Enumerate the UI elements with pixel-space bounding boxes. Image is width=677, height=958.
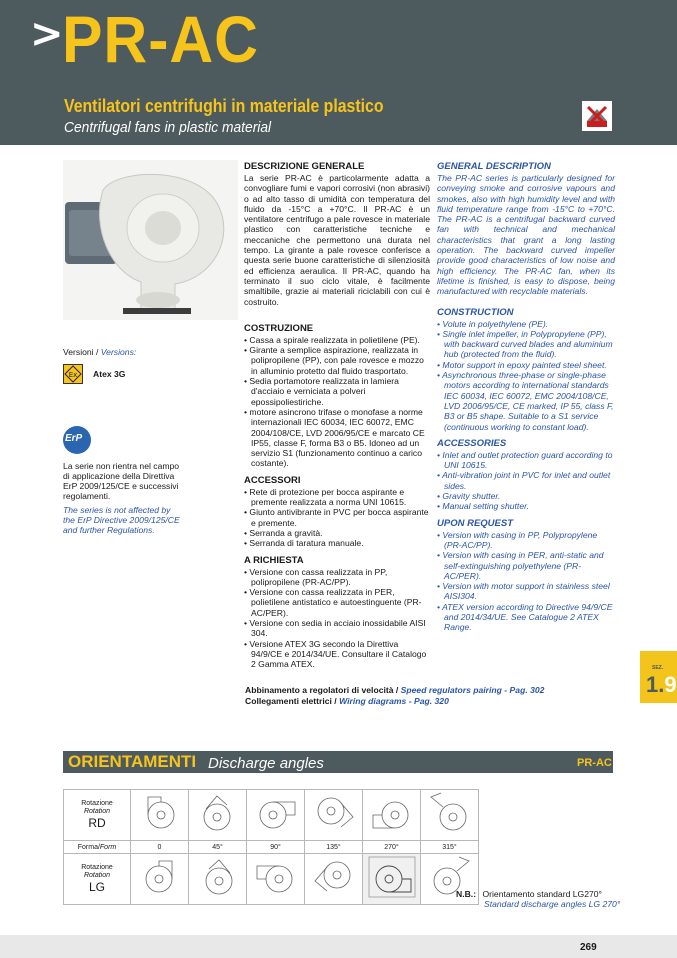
cross-references (245, 685, 544, 707)
form-label: Forma/ (77, 843, 100, 851)
list-item: • Giunto antivibrante in PVC per bocca aspirante e premente. (244, 507, 430, 528)
product-image-fan (63, 160, 238, 320)
atex-badge-icon (63, 364, 83, 384)
orientation-table (63, 789, 479, 905)
english-column (437, 161, 615, 633)
list-item: • Versione ATEX 3G secondo la Direttiva 94/9/CE e 2014/34/UE. Consultare il Catalogo 2 Gamma ATEX. (244, 639, 430, 670)
upon-request-heading-en: UPON REQUEST (437, 517, 514, 529)
list-item: • motore asincrono trifase o monofase a norme internazionali IEC 60034, IEC 60072, EMC 2004/108/CE, LVD 2006/95/CE e marcato CE IP55, classe F, forma B3 o B5. Idoneo ad un servizio S1 (funzionamento continuo a carico costante). (244, 407, 430, 469)
table-row-form (64, 841, 479, 854)
rotation-label-en: Rotation (83, 872, 111, 879)
subtitle-english: Centrifugal fans in plastic material (64, 119, 272, 136)
orientation-diagram-rd-90 (247, 790, 305, 841)
rotation-code-lg: LG (88, 880, 105, 894)
wiring-diagrams-page: - Pag. 320 (406, 696, 449, 706)
corrosion-resistant-logo-icon (582, 101, 612, 131)
table-row-lg (64, 854, 479, 905)
orientation-title-english: Discharge angles (208, 755, 324, 772)
orientation-diagram-rd-0 (131, 790, 189, 841)
versions-label-italian: Versioni / (63, 347, 101, 357)
note-text-italian: Orientamento standard LG270° (482, 889, 602, 899)
orientation-diagram-lg-45 (189, 854, 247, 905)
angle-cell: 315° (421, 841, 479, 854)
rotation-label: Rotazione (81, 800, 113, 807)
on-request-heading: A RICHIESTA (244, 554, 304, 566)
speed-regulators-link[interactable]: Speed regulators pairing (400, 685, 502, 695)
erp-text-english: The series is not affected by the ErP Directive 2009/125/CE and further Regulations. (63, 505, 180, 535)
list-item: • Manual setting shutter. (437, 501, 615, 511)
construction-heading: COSTRUZIONE (244, 322, 314, 334)
rotation-code-rd: RD (88, 816, 106, 830)
wiring-diagrams-reference[interactable] (245, 696, 544, 707)
erp-badge-text: ErP (65, 433, 83, 444)
erp-text-italian: La serie non rientra nel campo di applicazione della Direttiva ErP 2009/125/CE e successivi regolamenti. (63, 461, 180, 501)
general-description-heading-en: GENERAL DESCRIPTION (437, 161, 551, 172)
on-request-list (244, 567, 430, 670)
list-item: • Rete di protezione per bocca aspirante e premente realizzata a norma UNI 10615. (244, 487, 430, 508)
standard-orientation-note (456, 889, 620, 909)
svg-text:Ex: Ex (68, 371, 78, 379)
list-item: • Sedia portamotore realizzata in lamiera d'acciaio e verniciata a polveri epossipoliestiriche. (244, 376, 430, 407)
note-text-english: Standard discharge angles LG 270° (484, 899, 621, 909)
wiring-diagrams-link[interactable]: Wiring diagrams (339, 696, 407, 706)
section-tab-number-major: 1. (646, 672, 665, 697)
section-tab-label: SEZ. (652, 665, 664, 671)
list-item: • Version with casing in PER, anti-static and self-extinguishing polyethylene (PR-AC/PER). (437, 550, 615, 581)
list-item: • Gravity shutter. (437, 491, 615, 501)
list-item: • Asynchronous three-phase or single-phase motors according to international standards IEC 60034, IEC 60072, EMC 2004/108/CE, LVD 2006/95/CE, CE marked, IP 55, class F, B3 or B5 shape. Suitable to a S1 service (continuous working to constant load). (437, 370, 615, 432)
speed-regulators-page: - Pag. 302 (501, 685, 545, 695)
section-tab-number (646, 674, 677, 696)
general-description-text: La serie PR-AC è particolarmente adatta a convogliare fumi e vapori corrosivi (non abrasivi) o ad alto tasso di umidità con temperatura del fluido da -15°C a +70°C. Il PR-AC è un ventilatore centrifugo a pale rovesce in materiale plastico con caratteristiche tecniche e meccaniche che permettono una durata nel tempo. La girante a pale rovesce conferisce a questa serie buone caratteristiche di silenziosità ed efficienza aeraulica. Il PR-AC, quando ha terminato il suo ciclo vitale, è facilmente smaltibile, grazie ai materiali riciclabili con cui è costruito. (244, 173, 430, 307)
table-row-rd (64, 790, 479, 841)
list-item: • Versione con cassa realizzata in PP, polipropilene (PR-AC/PP). (244, 567, 430, 588)
list-item: • Girante a semplice aspirazione, realizzata in polipropilene (PP), con pale rovesce e mozzo in alluminio protetto dal fluido trasportato. (244, 345, 430, 376)
versions-label-english: Versions: (100, 347, 137, 357)
orientation-diagram-rd-315 (421, 790, 479, 841)
list-item: • Anti-vibration joint in PVC for inlet and outlet sides. (437, 470, 615, 491)
footer-band (0, 935, 677, 958)
section-tab-number-minor: 9 (664, 672, 677, 697)
list-item: • Versione con sedia in acciaio inossidabile AISI 304. (244, 618, 430, 639)
general-description-heading: DESCRIZIONE GENERALE (244, 161, 365, 172)
speed-regulators-reference[interactable] (245, 685, 544, 696)
rotation-lg-cell (64, 854, 131, 905)
angle-cell: 270° (363, 841, 421, 854)
page-title: PR-AC (62, 2, 259, 76)
rotation-label: Rotazione (81, 864, 113, 871)
accessories-list (244, 487, 430, 549)
angle-cell: 0 (131, 841, 189, 854)
header-arrow: > (30, 11, 64, 57)
angle-cell: 90° (247, 841, 305, 854)
orientation-diagram-lg-0 (131, 854, 189, 905)
versions-heading (63, 347, 136, 357)
page-number: 269 (580, 942, 597, 953)
orientation-diagram-lg-90 (247, 854, 305, 905)
list-item: • Single inlet impeller, in Polypropylene (PP), with backward curved blades and aluminium hub (protected from the fluid). (437, 329, 615, 360)
atex-label: Atex 3G (93, 369, 126, 379)
subtitle-italian: Ventilatori centrifughi in materiale plastico (64, 96, 384, 116)
speed-regulators-label: Abbinamento a regolatori di velocità / (245, 685, 401, 695)
orientation-diagram-rd-45 (189, 790, 247, 841)
list-item: • Version with casing in PP, Polypropylene (PR-AC/PP). (437, 530, 615, 551)
list-item: • ATEX version according to Directive 94/9/CE and 2014/34/UE. See Catalogue 2 ATEX Range. (437, 602, 615, 633)
orientation-diagram-lg-135 (305, 854, 363, 905)
accessories-heading: ACCESSORI (244, 474, 301, 486)
orientation-diagram-lg-270-standard (363, 854, 421, 905)
angle-cell: 135° (305, 841, 363, 854)
construction-list-en (437, 319, 615, 432)
orientation-model-code: PR-AC (577, 757, 612, 769)
general-description-text-en: The PR-AC series is particularly designed for conveying smoke and corrosive vapours and smokes, also with high humidity level and with fluid temperature range from -15°C to +70°C. The PR-AC is a centrifugal backward curved fan with technical and mechanical characteristics that grant a long lasting operation. The backward curved impeller provide good characteristics of low noise and high efficiency. The PR-AC fan, when its lifetime is finished, is easy to dispose, being manufactured with recyclable materials. (437, 173, 615, 297)
orientation-diagram-rd-135 (305, 790, 363, 841)
construction-heading-en: CONSTRUCTION (437, 306, 514, 318)
list-item: • Cassa a spirale realizzata in polietilene (PE). (244, 335, 430, 345)
italian-column (244, 161, 430, 669)
rotation-rd-cell (64, 790, 131, 841)
list-item: • Version with motor support in stainless steel AISI304. (437, 581, 615, 602)
form-label-cell (64, 841, 131, 854)
orientation-title-italian: ORIENTAMENTI (68, 752, 197, 771)
list-item: • Inlet and outlet protection guard according to UNI 10615. (437, 450, 615, 471)
angle-cell: 45° (189, 841, 247, 854)
note-label: N.B.: (456, 889, 477, 899)
upon-request-list-en (437, 530, 615, 633)
list-item: • Serranda a gravità. (244, 528, 430, 538)
list-item: • Volute in polyethylene (PE). (437, 319, 615, 329)
list-item: • Serranda di taratura manuale. (244, 538, 430, 548)
form-label-en: Form (99, 843, 117, 851)
rotation-label-en: Rotation (83, 808, 111, 815)
accessories-heading-en: ACCESSORIES (437, 437, 507, 449)
list-item: • Versione con cassa realizzata in PER, polietilene antistatico e autoestinguente (PR-AC/PER). (244, 587, 430, 618)
orientation-diagram-rd-270 (363, 790, 421, 841)
accessories-list-en (437, 450, 615, 512)
wiring-diagrams-label: Collegamenti elettrici / (245, 696, 340, 706)
construction-list (244, 335, 430, 469)
list-item: • Motor support in epoxy painted steel sheet. (437, 360, 615, 370)
erp-badge-icon (63, 426, 91, 454)
